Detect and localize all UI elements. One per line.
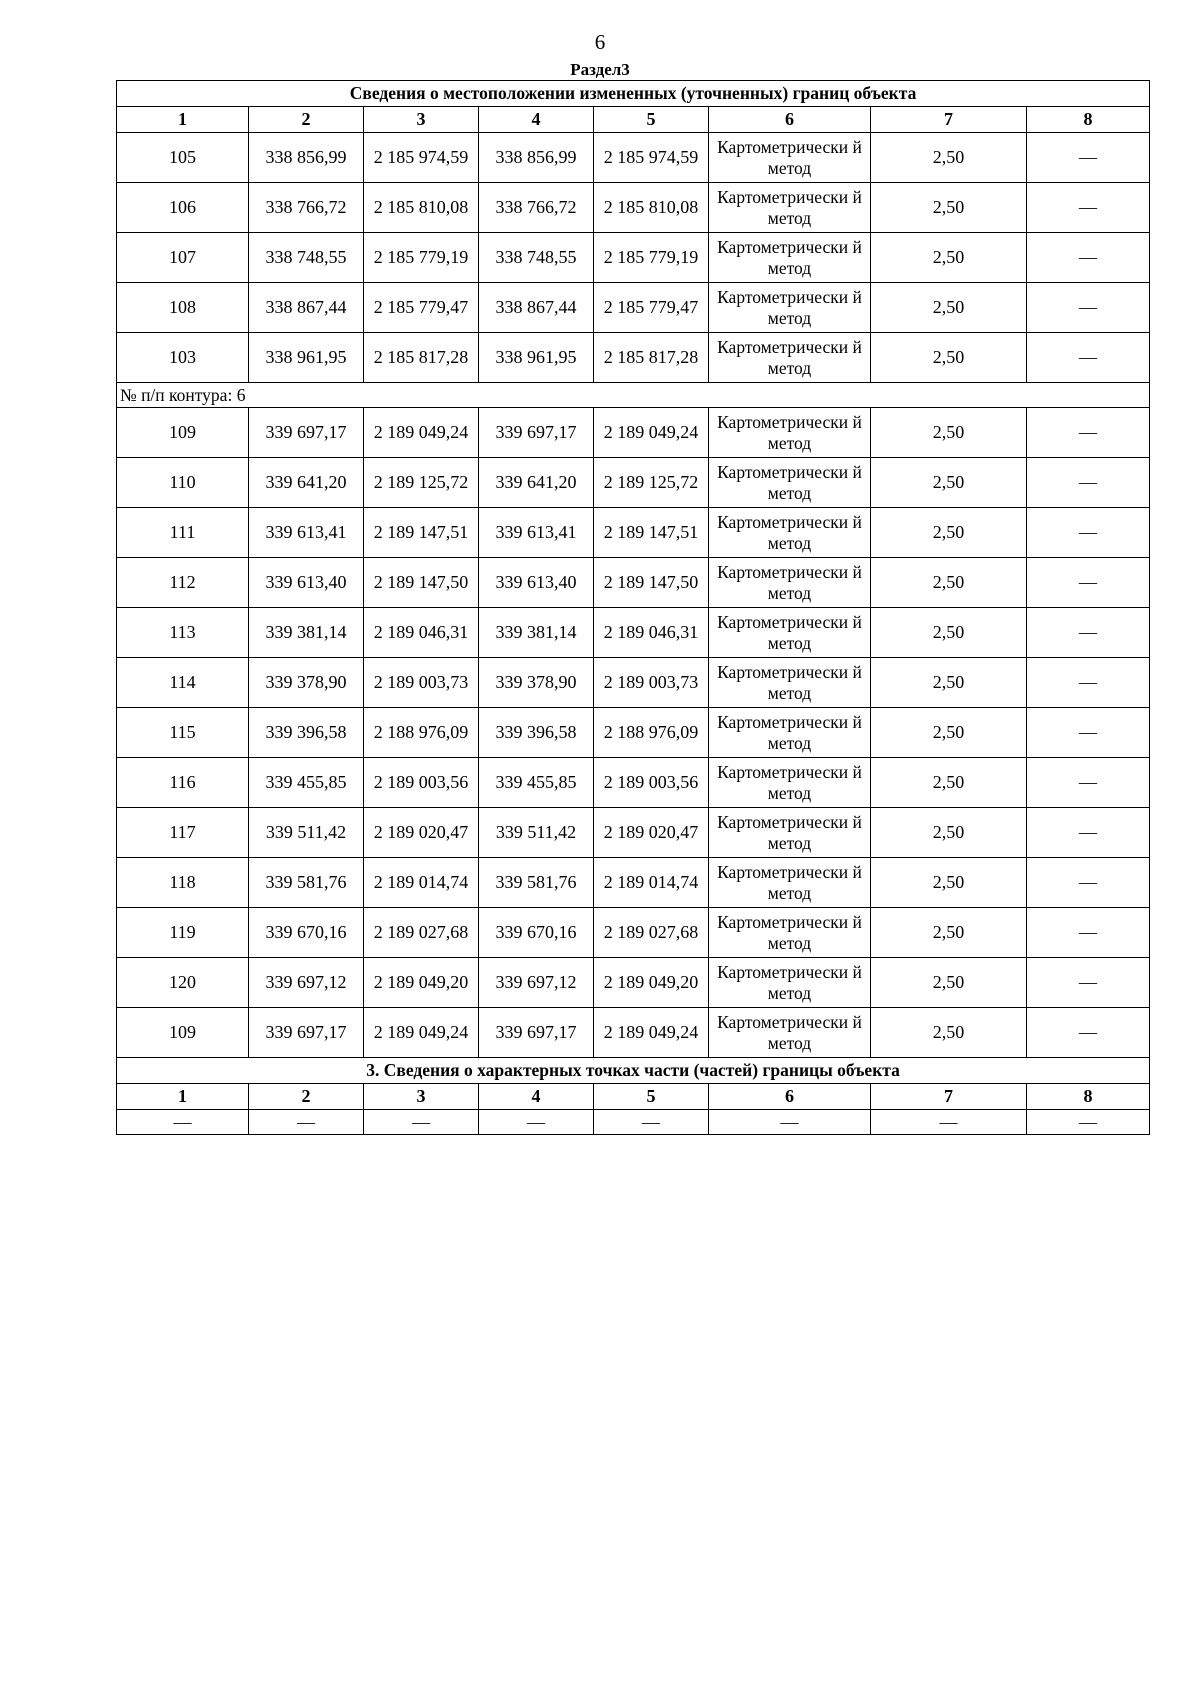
table-cell: Картометрически й метод <box>709 133 871 183</box>
table-cell: — <box>871 1110 1027 1135</box>
table-cell: 2 189 147,51 <box>594 508 709 558</box>
column-header: 5 <box>594 1084 709 1110</box>
table-cell: 339 378,90 <box>249 658 364 708</box>
table-cell: 2,50 <box>871 608 1027 658</box>
table-cell: — <box>1027 1110 1150 1135</box>
column-header: 1 <box>117 1084 249 1110</box>
table-cell: 2 189 049,24 <box>364 408 479 458</box>
table-cell: 339 581,76 <box>479 858 594 908</box>
table-cell: Картометрически й метод <box>709 858 871 908</box>
table-cell: — <box>1027 333 1150 383</box>
table-cell: — <box>117 1110 249 1135</box>
table-cell: — <box>1027 858 1150 908</box>
table-cell: 338 748,55 <box>479 233 594 283</box>
table-cell: Картометрически й метод <box>709 908 871 958</box>
table-cell: — <box>479 1110 594 1135</box>
table-cell: — <box>1027 283 1150 333</box>
table-cell: 116 <box>117 758 249 808</box>
table-cell: 2 185 974,59 <box>594 133 709 183</box>
table-cell: 2 185 817,28 <box>594 333 709 383</box>
column-header: 8 <box>1027 1084 1150 1110</box>
table-cell: — <box>1027 958 1150 1008</box>
table-cell: 113 <box>117 608 249 658</box>
table-cell: 112 <box>117 558 249 608</box>
column-header: 6 <box>709 1084 871 1110</box>
table-cell: 2,50 <box>871 458 1027 508</box>
table-cell: — <box>1027 558 1150 608</box>
table-cell: 338 961,95 <box>479 333 594 383</box>
table-cell: 2 185 817,28 <box>364 333 479 383</box>
column-header: 2 <box>249 107 364 133</box>
table-cell: Картометрически й метод <box>709 808 871 858</box>
table-cell: 2 189 003,56 <box>594 758 709 808</box>
column-header: 3 <box>364 1084 479 1110</box>
table-cell: 118 <box>117 858 249 908</box>
table-cell: 108 <box>117 283 249 333</box>
table-row <box>117 233 1150 283</box>
table-cell: Картометрически й метод <box>709 658 871 708</box>
table-cell: 339 697,17 <box>249 408 364 458</box>
table-cell: — <box>1027 758 1150 808</box>
table-cell: 2,50 <box>871 408 1027 458</box>
table-cell: 339 613,40 <box>249 558 364 608</box>
table-cell: Картометрически й метод <box>709 958 871 1008</box>
table-cell: 110 <box>117 458 249 508</box>
table-cell: 339 381,14 <box>249 608 364 658</box>
table-row <box>117 558 1150 608</box>
table-cell: 119 <box>117 908 249 958</box>
table-cell: 109 <box>117 408 249 458</box>
table-cell: — <box>594 1110 709 1135</box>
table-cell: — <box>1027 133 1150 183</box>
table-cell: — <box>709 1110 871 1135</box>
column-header: 8 <box>1027 107 1150 133</box>
table-cell: 339 613,40 <box>479 558 594 608</box>
table-cell: 338 856,99 <box>479 133 594 183</box>
table-row <box>117 858 1150 908</box>
table-row <box>117 133 1150 183</box>
table-cell: 2 189 003,73 <box>364 658 479 708</box>
table-cell: 117 <box>117 808 249 858</box>
table-row <box>117 958 1150 1008</box>
table-row <box>117 333 1150 383</box>
table-row <box>117 283 1150 333</box>
table-cell: 339 511,42 <box>479 808 594 858</box>
table-cell: 115 <box>117 708 249 758</box>
table-cell: 2 189 003,73 <box>594 658 709 708</box>
section3-title-text: 3. Сведения о характерных точках части (частей) границы объекта <box>117 1058 1150 1084</box>
page-number: 6 <box>594 30 606 54</box>
table-cell: Картометрически й метод <box>709 333 871 383</box>
table-cell: 339 670,16 <box>249 908 364 958</box>
table-row <box>117 758 1150 808</box>
table-cell: — <box>1027 508 1150 558</box>
table-cell: — <box>1027 608 1150 658</box>
column-header: 2 <box>249 1084 364 1110</box>
table-cell: 2,50 <box>871 708 1027 758</box>
table-cell: 2 189 014,74 <box>594 858 709 908</box>
section-title: Раздел3 <box>570 60 630 79</box>
table-cell: 2 189 046,31 <box>364 608 479 658</box>
column-header: 1 <box>117 107 249 133</box>
table-cell: 338 766,72 <box>479 183 594 233</box>
table-row <box>117 458 1150 508</box>
table-cell: 2 185 810,08 <box>364 183 479 233</box>
table-cell: 339 697,17 <box>249 1008 364 1058</box>
table-cell: 2 185 779,19 <box>594 233 709 283</box>
section3-title <box>117 1058 1150 1084</box>
table-cell: 2 189 049,24 <box>364 1008 479 1058</box>
table-cell: 2,50 <box>871 858 1027 908</box>
table-cell: 106 <box>117 183 249 233</box>
table-cell: 120 <box>117 958 249 1008</box>
table-row <box>117 1110 1150 1135</box>
table-cell: 338 766,72 <box>249 183 364 233</box>
table-cell: 339 378,90 <box>479 658 594 708</box>
table-cell: 2 185 810,08 <box>594 183 709 233</box>
table-cell: 339 697,17 <box>479 408 594 458</box>
table-row <box>117 908 1150 958</box>
table-row <box>117 608 1150 658</box>
table-cell: 109 <box>117 1008 249 1058</box>
table-cell: 2,50 <box>871 133 1027 183</box>
table-cell: 2,50 <box>871 758 1027 808</box>
table-cell: 107 <box>117 233 249 283</box>
table-cell: 2 185 779,19 <box>364 233 479 283</box>
table-row <box>117 408 1150 458</box>
table-cell: 339 641,20 <box>249 458 364 508</box>
table-cell: — <box>1027 1008 1150 1058</box>
table-cell: Картометрически й метод <box>709 283 871 333</box>
table-row <box>117 658 1150 708</box>
table-cell: Картометрически й метод <box>709 558 871 608</box>
table-cell: 2 189 003,56 <box>364 758 479 808</box>
table-cell: 2 189 147,50 <box>364 558 479 608</box>
table-cell: Картометрически й метод <box>709 758 871 808</box>
table-cell: 2 189 020,47 <box>364 808 479 858</box>
column-header: 3 <box>364 107 479 133</box>
table-cell: 339 697,12 <box>249 958 364 1008</box>
table-cell: 339 455,85 <box>249 758 364 808</box>
table-cell: 2 185 974,59 <box>364 133 479 183</box>
table-cell: 105 <box>117 133 249 183</box>
table-row <box>117 183 1150 233</box>
table-cell: 2 189 049,24 <box>594 1008 709 1058</box>
table-row <box>117 508 1150 558</box>
table-cell: 339 511,42 <box>249 808 364 858</box>
table-cell: 339 381,14 <box>479 608 594 658</box>
table-cell: 2 189 049,20 <box>594 958 709 1008</box>
table-cell: 2 188 976,09 <box>364 708 479 758</box>
column-header: 6 <box>709 107 871 133</box>
table-cell: Картометрически й метод <box>709 183 871 233</box>
table-cell: 2 189 046,31 <box>594 608 709 658</box>
table-cell: Картометрически й метод <box>709 508 871 558</box>
contour-label: № п/п контура: 6 <box>117 383 1150 408</box>
table-cell: — <box>249 1110 364 1135</box>
table-cell: Картометрически й метод <box>709 1008 871 1058</box>
table-cell: 339 697,12 <box>479 958 594 1008</box>
column-header: 4 <box>479 1084 594 1110</box>
table-cell: — <box>1027 658 1150 708</box>
table-cell: 339 641,20 <box>479 458 594 508</box>
table-cell: 339 396,58 <box>479 708 594 758</box>
table-cell: 111 <box>117 508 249 558</box>
table-row <box>117 708 1150 758</box>
table-cell: 2 189 049,20 <box>364 958 479 1008</box>
table-cell: 339 670,16 <box>479 908 594 958</box>
table-cell: 339 581,76 <box>249 858 364 908</box>
table-cell: 2,50 <box>871 658 1027 708</box>
table-cell: 2 189 125,72 <box>364 458 479 508</box>
column-header: 5 <box>594 107 709 133</box>
boundary-table <box>116 80 1150 1135</box>
table-cell: 339 613,41 <box>479 508 594 558</box>
table-cell: 2 188 976,09 <box>594 708 709 758</box>
table-cell: 2,50 <box>871 1008 1027 1058</box>
table-cell: 2 189 147,50 <box>594 558 709 608</box>
table-cell: 2,50 <box>871 958 1027 1008</box>
table-cell: 2,50 <box>871 558 1027 608</box>
table-cell: 2 189 147,51 <box>364 508 479 558</box>
table-cell: 2,50 <box>871 808 1027 858</box>
table-cell: 338 867,44 <box>249 283 364 333</box>
table-cell: 103 <box>117 333 249 383</box>
table-cell: 2,50 <box>871 908 1027 958</box>
table-cell: 2,50 <box>871 333 1027 383</box>
table-cell: — <box>364 1110 479 1135</box>
table-cell: 2 189 027,68 <box>594 908 709 958</box>
table-title <box>117 81 1150 107</box>
table-cell: 2,50 <box>871 233 1027 283</box>
table-cell: 2 185 779,47 <box>364 283 479 333</box>
table-cell: — <box>1027 458 1150 508</box>
column-header: 7 <box>871 107 1027 133</box>
column-header-row <box>117 107 1150 133</box>
table-cell: 2 189 027,68 <box>364 908 479 958</box>
table-cell: Картометрически й метод <box>709 408 871 458</box>
table-cell: 339 455,85 <box>479 758 594 808</box>
section3-header-row <box>117 1084 1150 1110</box>
table-cell: — <box>1027 908 1150 958</box>
table-cell: Картометрически й метод <box>709 458 871 508</box>
table-cell: 339 613,41 <box>249 508 364 558</box>
table-cell: — <box>1027 183 1150 233</box>
table-title-text: Сведения о местоположении измененных (уточненных) границ объекта <box>117 81 1150 107</box>
table-cell: — <box>1027 233 1150 283</box>
table-cell: 339 697,17 <box>479 1008 594 1058</box>
table-cell: 338 856,99 <box>249 133 364 183</box>
column-header: 4 <box>479 107 594 133</box>
table-cell: 114 <box>117 658 249 708</box>
table-cell: 2 189 049,24 <box>594 408 709 458</box>
table-cell: 338 961,95 <box>249 333 364 383</box>
table-cell: Картометрически й метод <box>709 233 871 283</box>
table-cell: — <box>1027 808 1150 858</box>
table-cell: 338 748,55 <box>249 233 364 283</box>
column-header: 7 <box>871 1084 1027 1110</box>
table-cell: Картометрически й метод <box>709 708 871 758</box>
table-cell: Картометрически й метод <box>709 608 871 658</box>
table-cell: 2,50 <box>871 183 1027 233</box>
table-row <box>117 1008 1150 1058</box>
table-cell: 338 867,44 <box>479 283 594 333</box>
table-cell: 339 396,58 <box>249 708 364 758</box>
table-cell: 2,50 <box>871 283 1027 333</box>
table-cell: 2 189 020,47 <box>594 808 709 858</box>
table-row <box>117 808 1150 858</box>
table-cell: — <box>1027 408 1150 458</box>
contour-row <box>117 383 1150 408</box>
table-cell: — <box>1027 708 1150 758</box>
table-cell: 2,50 <box>871 508 1027 558</box>
table-cell: 2 185 779,47 <box>594 283 709 333</box>
table-cell: 2 189 014,74 <box>364 858 479 908</box>
table-cell: 2 189 125,72 <box>594 458 709 508</box>
